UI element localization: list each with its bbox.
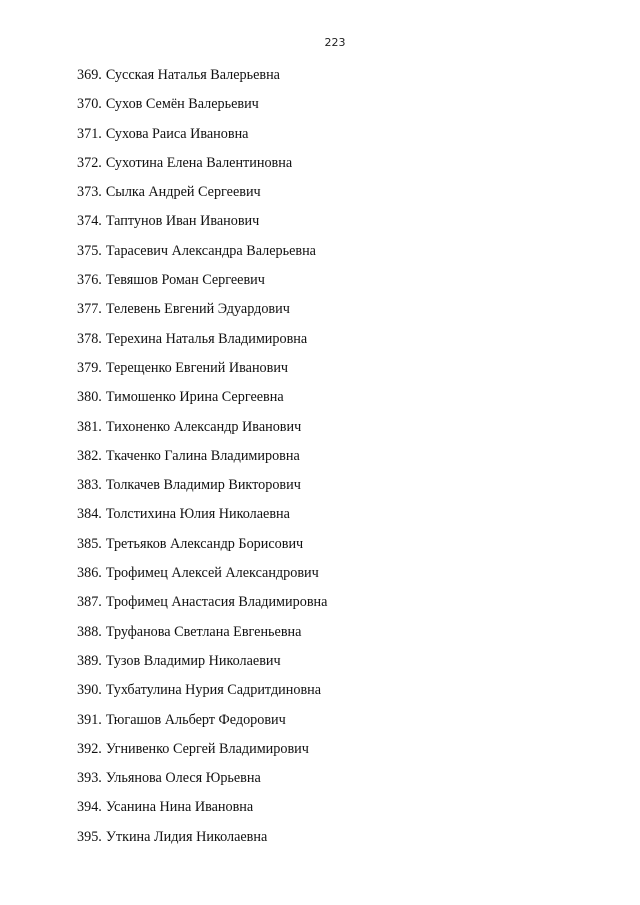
list-item [77, 269, 327, 298]
item-number: 395. [77, 828, 102, 845]
list-item [77, 474, 327, 503]
item-number: 382. [77, 447, 102, 464]
item-name: Тузов Владимир Николаевич [105, 652, 281, 669]
item-number: 373. [77, 184, 102, 201]
item-name: Трофимец Алексей Александрович [105, 565, 319, 582]
item-number: 379. [77, 359, 102, 376]
item-name: Усанина Нина Ивановна [105, 799, 254, 816]
item-number: 371. [77, 125, 102, 142]
list-item [77, 621, 327, 650]
item-number: 374. [77, 213, 102, 230]
item-name: Терехина Наталья Владимировна [105, 330, 308, 347]
item-number: 391. [77, 711, 102, 728]
item-name: Третьяков Александр Борисович [105, 535, 304, 552]
item-name: Тевяшов Роман Сергеевич [105, 272, 265, 289]
item-number: 385. [77, 535, 102, 552]
list-item [77, 386, 327, 415]
item-name: Толстихина Юлия Николаевна [105, 506, 290, 523]
item-number: 378. [77, 330, 102, 347]
list-item [77, 591, 327, 620]
item-number: 370. [77, 96, 102, 113]
item-name: Сухова Раиса Ивановна [105, 125, 249, 142]
item-name: Трофимец Анастасия Владимировна [105, 594, 328, 611]
item-number: 389. [77, 652, 102, 669]
item-number: 392. [77, 740, 102, 757]
list-item [77, 357, 327, 386]
list-item [77, 767, 327, 796]
item-name: Тихоненко Александр Иванович [105, 418, 302, 435]
item-name: Сухотина Елена Валентиновна [105, 154, 293, 171]
item-number: 375. [77, 242, 102, 259]
item-name: Ткаченко Галина Владимировна [105, 447, 300, 464]
item-number: 380. [77, 389, 102, 406]
item-number: 386. [77, 565, 102, 582]
list-item [77, 210, 327, 239]
list-item [77, 298, 327, 327]
item-name: Телевень Евгений Эдуардович [105, 301, 290, 318]
item-number: 390. [77, 682, 102, 699]
list-item [77, 679, 327, 708]
item-name: Уткина Лидия Николаевна [105, 828, 268, 845]
item-number: 387. [77, 594, 102, 611]
list-item [77, 240, 327, 269]
item-name: Ульянова Олеся Юрьевна [105, 770, 261, 787]
list-item [77, 328, 327, 357]
item-name: Таптунов Иван Иванович [105, 213, 260, 230]
list-item [77, 152, 327, 181]
list-item [77, 416, 327, 445]
list-item [77, 181, 327, 210]
item-name: Тухбатулина Нурия Садритдиновна [105, 682, 322, 699]
list-item [77, 650, 327, 679]
item-name: Тарасевич Александра Валерьевна [105, 242, 316, 259]
item-name: Угнивенко Сергей Владимирович [105, 740, 309, 757]
item-name: Тюгашов Альберт Федорович [105, 711, 286, 728]
item-number: 369. [77, 67, 102, 83]
list-item [77, 533, 327, 562]
item-number: 393. [77, 770, 102, 787]
item-name: Сусская Наталья Валерьевна [105, 67, 280, 83]
item-number: 377. [77, 301, 102, 318]
item-name: Сылка Андрей Сергеевич [105, 184, 261, 201]
item-name: Терещенко Евгений Иванович [105, 359, 289, 376]
list-item [77, 826, 327, 855]
item-name: Тимошенко Ирина Сергеевна [105, 389, 284, 406]
list-item [77, 796, 327, 825]
list-item [77, 93, 327, 122]
item-name: Сухов Семён Валерьевич [105, 96, 259, 113]
name-list [77, 64, 327, 855]
item-number: 383. [77, 477, 102, 494]
list-item [77, 64, 327, 93]
list-item [77, 738, 327, 767]
item-name: Толкачев Владимир Викторович [105, 477, 301, 494]
item-number: 376. [77, 272, 102, 289]
page-number: 223 [324, 36, 346, 49]
item-number: 388. [77, 623, 102, 640]
item-number: 394. [77, 799, 102, 816]
item-number: 381. [77, 418, 102, 435]
list-item [77, 445, 327, 474]
item-name: Труфанова Светлана Евгеньевна [105, 623, 302, 640]
list-item [77, 503, 327, 532]
item-number: 384. [77, 506, 102, 523]
list-item [77, 709, 327, 738]
list-item [77, 123, 327, 152]
list-item [77, 562, 327, 591]
item-number: 372. [77, 154, 102, 171]
